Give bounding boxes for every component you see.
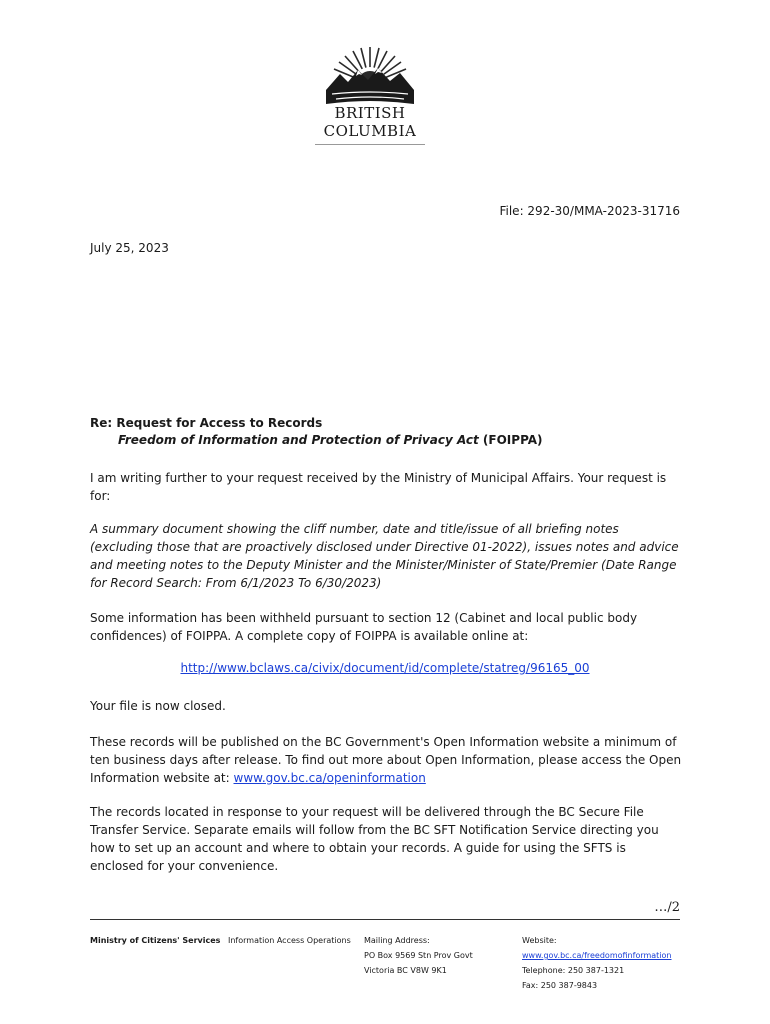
- telephone: Telephone: 250 387-1321: [522, 966, 625, 975]
- file-closed-paragraph: Your file is now closed.: [90, 699, 226, 713]
- footer-office: Information Access Operations: [228, 936, 351, 945]
- intro-paragraph: I am writing further to your request received by the Ministry of Municipal Affairs. Your request is for:: [90, 471, 667, 503]
- footer-divider: [90, 919, 680, 920]
- subject-line: Re: Request for Access to Records: [90, 416, 323, 430]
- footer-ministry: Ministry of Citizens' Services: [90, 936, 221, 945]
- mailing-line-1: PO Box 9569 Stn Prov Govt: [364, 951, 473, 960]
- act-abbreviation: (FOIPPA): [478, 433, 543, 447]
- website-link[interactable]: www.gov.bc.ca/freedomofinformation: [522, 951, 672, 960]
- foippa-link[interactable]: http://www.bclaws.ca/civix/document/id/complete/statreg/96165_00: [180, 661, 590, 675]
- foippa-link-line: [0, 661, 770, 675]
- continuation-marker: …/2: [654, 900, 680, 915]
- act-name: Freedom of Information and Protection of Privacy Act: [118, 433, 479, 447]
- withheld-paragraph: Some information has been withheld pursuant to section 12 (Cabinet and local public body confidences) of FOIPPA. A complete copy of FOIPPA is available online at:: [90, 611, 638, 643]
- website-label: Website:: [522, 936, 557, 945]
- request-summary: A summary document showing the cliff number, date and title/issue of all briefing notes (excluding those that are proactively disclosed under Directive 01-2022), issues notes and advice and meeting notes to the Deputy Minister and the Minister/Minister of State/Premier (Date Range for Record Search: From 6/1/2023 To 6/30/2023): [90, 522, 679, 590]
- bc-sun-mountains-icon: [312, 44, 428, 106]
- subject-act-line: [118, 433, 543, 447]
- open-information-link[interactable]: www.gov.bc.ca/openinformation: [233, 771, 426, 785]
- open-information-paragraph: [90, 733, 682, 787]
- footer-mailing-address: [364, 933, 473, 978]
- logo-text-columbia: COLUMBIA: [323, 122, 417, 140]
- bc-government-logo: [312, 44, 428, 148]
- footer-contact: [522, 933, 672, 993]
- open-information-text: These records will be published on the BC Government's Open Information website a minimum of ten business days after release. To find out more about Open Information, please access the Open Information website at:: [90, 735, 682, 785]
- letter-date: July 25, 2023: [90, 241, 169, 255]
- mailing-label: Mailing Address:: [364, 936, 430, 945]
- mailing-line-2: Victoria BC V8W 9K1: [364, 966, 447, 975]
- logo-text-british: BRITISH: [334, 104, 406, 122]
- fax: Fax: 250 387-9843: [522, 981, 598, 990]
- sft-paragraph: The records located in response to your request will be delivered through the BC Secure File Transfer Service. Separate emails will follow from the BC SFT Notification Service directing you how to set up an account and where to obtain your records. A guide for using the SFTS is enclosed for your convenience.: [90, 805, 659, 873]
- file-reference: File: 292-30/MMA-2023-31716: [499, 204, 680, 218]
- logo-divider: [315, 144, 425, 145]
